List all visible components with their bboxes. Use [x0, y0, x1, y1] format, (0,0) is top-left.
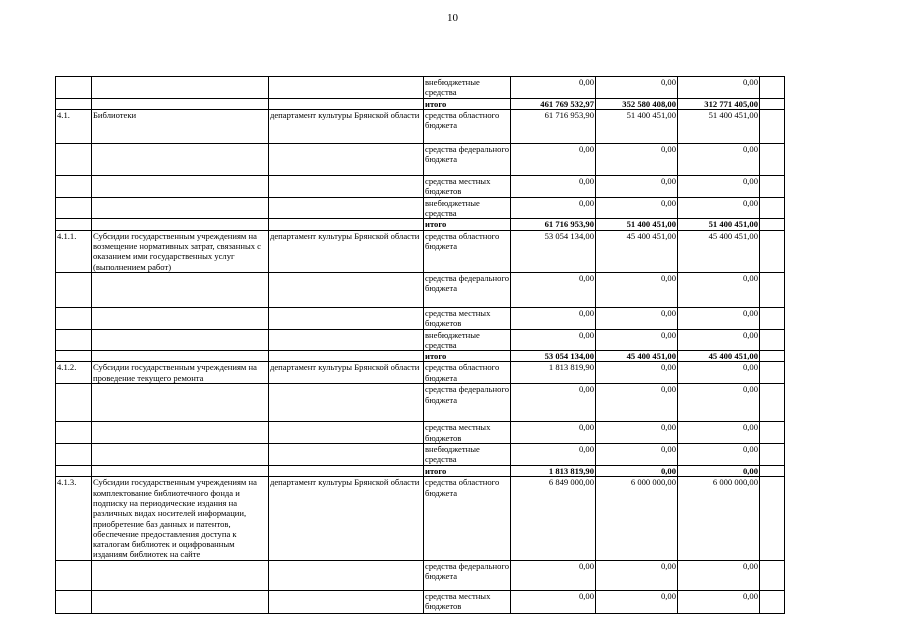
- funding-source: средства федерального бюджета: [424, 560, 511, 590]
- amount-year-2: 0,00: [596, 362, 678, 384]
- amount-year-1: 1 813 819,90: [511, 466, 596, 477]
- item-number: [56, 307, 92, 329]
- table-row: [56, 362, 785, 384]
- item-executor: [269, 422, 424, 444]
- empty-cell: [760, 109, 785, 143]
- amount-year-2: 0,00: [596, 560, 678, 590]
- amount-year-1: 53 054 134,00: [511, 230, 596, 272]
- table-row: [56, 230, 785, 272]
- amount-year-3: 51 400 451,00: [678, 219, 760, 230]
- empty-cell: [760, 197, 785, 219]
- amount-year-2: 0,00: [596, 77, 678, 99]
- amount-year-3: 0,00: [678, 329, 760, 351]
- item-number: [56, 444, 92, 466]
- amount-year-3: 51 400 451,00: [678, 109, 760, 143]
- amount-year-3: 0,00: [678, 77, 760, 99]
- table-row: [56, 77, 785, 99]
- amount-year-2: 51 400 451,00: [596, 219, 678, 230]
- amount-year-1: 0,00: [511, 77, 596, 99]
- item-executor: департамент культуры Брянской области: [269, 230, 424, 272]
- amount-year-1: 53 054 134,00: [511, 351, 596, 362]
- funding-source: средства местных бюджетов: [424, 422, 511, 444]
- amount-year-1: 0,00: [511, 444, 596, 466]
- amount-year-3: 6 000 000,00: [678, 477, 760, 560]
- amount-year-3: 45 400 451,00: [678, 351, 760, 362]
- amount-year-1: 61 716 953,90: [511, 109, 596, 143]
- item-executor: [269, 307, 424, 329]
- amount-year-1: 0,00: [511, 307, 596, 329]
- funding-source: внебюджетные средства: [424, 444, 511, 466]
- empty-cell: [760, 477, 785, 560]
- amount-year-3: 0,00: [678, 444, 760, 466]
- funding-source: средства областного бюджета: [424, 477, 511, 560]
- item-name: [92, 143, 269, 175]
- item-number: [56, 560, 92, 590]
- item-number: 4.1.1.: [56, 230, 92, 272]
- empty-cell: [760, 362, 785, 384]
- amount-year-1: 0,00: [511, 143, 596, 175]
- item-executor: [269, 197, 424, 219]
- item-executor: [269, 444, 424, 466]
- item-number: [56, 351, 92, 362]
- empty-cell: [760, 384, 785, 422]
- amount-year-2: 0,00: [596, 307, 678, 329]
- empty-cell: [760, 143, 785, 175]
- amount-year-2: 45 400 451,00: [596, 351, 678, 362]
- item-executor: департамент культуры Брянской области: [269, 109, 424, 143]
- item-number: [56, 197, 92, 219]
- empty-cell: [760, 77, 785, 99]
- amount-year-1: 0,00: [511, 329, 596, 351]
- item-number: [56, 219, 92, 230]
- amount-year-2: 0,00: [596, 384, 678, 422]
- item-executor: [269, 590, 424, 613]
- amount-year-3: 45 400 451,00: [678, 230, 760, 272]
- item-name: [92, 175, 269, 197]
- empty-cell: [760, 590, 785, 613]
- item-name: [92, 272, 269, 307]
- empty-cell: [760, 444, 785, 466]
- item-name: [92, 560, 269, 590]
- item-name: [92, 384, 269, 422]
- empty-cell: [760, 230, 785, 272]
- amount-year-2: 6 000 000,00: [596, 477, 678, 560]
- amount-year-3: 0,00: [678, 590, 760, 613]
- item-number: [56, 98, 92, 109]
- funding-source: средства местных бюджетов: [424, 175, 511, 197]
- amount-year-2: 0,00: [596, 329, 678, 351]
- table-row: [56, 329, 785, 351]
- amount-year-3: 0,00: [678, 197, 760, 219]
- page-number: 10: [447, 12, 458, 24]
- item-executor: [269, 351, 424, 362]
- funding-source: средства местных бюджетов: [424, 590, 511, 613]
- funding-source: средства областного бюджета: [424, 230, 511, 272]
- item-number: [56, 143, 92, 175]
- funding-source: средства областного бюджета: [424, 362, 511, 384]
- amount-year-2: 0,00: [596, 175, 678, 197]
- item-name: [92, 329, 269, 351]
- item-executor: [269, 329, 424, 351]
- item-name: [92, 219, 269, 230]
- amount-year-1: 1 813 819,90: [511, 362, 596, 384]
- amount-year-1: 0,00: [511, 422, 596, 444]
- table-row-total: [56, 98, 785, 109]
- funding-source: средства федерального бюджета: [424, 143, 511, 175]
- item-number: 4.1.2.: [56, 362, 92, 384]
- table-row: [56, 307, 785, 329]
- amount-year-2: 0,00: [596, 197, 678, 219]
- item-name: [92, 351, 269, 362]
- amount-year-1: 0,00: [511, 384, 596, 422]
- table-row-total: [56, 219, 785, 230]
- item-name: [92, 422, 269, 444]
- amount-year-2: 0,00: [596, 466, 678, 477]
- item-number: [56, 466, 92, 477]
- amount-year-2: 352 580 408,00: [596, 98, 678, 109]
- item-name: [92, 590, 269, 613]
- amount-year-2: 0,00: [596, 590, 678, 613]
- item-executor: [269, 143, 424, 175]
- item-executor: [269, 466, 424, 477]
- item-executor: [269, 384, 424, 422]
- amount-year-1: 0,00: [511, 272, 596, 307]
- empty-cell: [760, 272, 785, 307]
- table-row: [56, 590, 785, 613]
- amount-year-3: 0,00: [678, 362, 760, 384]
- empty-cell: [760, 219, 785, 230]
- amount-year-2: 51 400 451,00: [596, 109, 678, 143]
- amount-year-1: 0,00: [511, 590, 596, 613]
- item-number: [56, 590, 92, 613]
- amount-year-2: 0,00: [596, 422, 678, 444]
- item-executor: [269, 560, 424, 590]
- item-number: [56, 77, 92, 99]
- amount-year-1: 6 849 000,00: [511, 477, 596, 560]
- table-row: [56, 422, 785, 444]
- table-row-total: [56, 466, 785, 477]
- amount-year-3: 0,00: [678, 175, 760, 197]
- item-name: [92, 466, 269, 477]
- item-number: [56, 272, 92, 307]
- item-number: [56, 422, 92, 444]
- item-executor: департамент культуры Брянской области: [269, 362, 424, 384]
- empty-cell: [760, 351, 785, 362]
- item-executor: [269, 98, 424, 109]
- funding-source: внебюджетные средства: [424, 77, 511, 99]
- table-row-total: [56, 351, 785, 362]
- item-executor: [269, 175, 424, 197]
- item-number: [56, 175, 92, 197]
- table-row: [56, 175, 785, 197]
- item-name: Субсидии государственным учреждениям на проведение текущего ремонта: [92, 362, 269, 384]
- empty-cell: [760, 307, 785, 329]
- budget-table-body: [56, 77, 785, 614]
- budget-table: [55, 76, 785, 614]
- table-row: [56, 272, 785, 307]
- table-row: [56, 477, 785, 560]
- item-executor: [269, 77, 424, 99]
- empty-cell: [760, 98, 785, 109]
- amount-year-1: 0,00: [511, 197, 596, 219]
- amount-year-1: 461 769 532,97: [511, 98, 596, 109]
- empty-cell: [760, 175, 785, 197]
- table-row: [56, 143, 785, 175]
- amount-year-1: 0,00: [511, 560, 596, 590]
- funding-source: средства местных бюджетов: [424, 307, 511, 329]
- amount-year-2: 0,00: [596, 272, 678, 307]
- item-name: Субсидии государственным учреждениям на комплектование библиотечного фонда и подписку на периодические издания на различных видах носителей информации, приобретение баз данных и патентов, обеспечение предоставления доступа к каталогам библиотек и оцифрованным изданиям библиотек на сайте: [92, 477, 269, 560]
- item-name: [92, 77, 269, 99]
- amount-year-2: 0,00: [596, 143, 678, 175]
- table-row: [56, 444, 785, 466]
- amount-year-2: 45 400 451,00: [596, 230, 678, 272]
- amount-year-3: 0,00: [678, 422, 760, 444]
- funding-source: средства областного бюджета: [424, 109, 511, 143]
- amount-year-3: 0,00: [678, 384, 760, 422]
- funding-source: средства федерального бюджета: [424, 272, 511, 307]
- funding-source: средства федерального бюджета: [424, 384, 511, 422]
- item-name: [92, 444, 269, 466]
- funding-source: внебюджетные средства: [424, 197, 511, 219]
- funding-source: внебюджетные средства: [424, 329, 511, 351]
- table-row: [56, 384, 785, 422]
- amount-year-3: 312 771 405,00: [678, 98, 760, 109]
- item-name: Субсидии государственным учреждениям на возмещение нормативных затрат, связанных с оказанием ими государственных услуг (выполнением работ): [92, 230, 269, 272]
- funding-source: итого: [424, 219, 511, 230]
- empty-cell: [760, 329, 785, 351]
- table-row: [56, 197, 785, 219]
- funding-source: итого: [424, 466, 511, 477]
- amount-year-3: 0,00: [678, 307, 760, 329]
- item-name: [92, 197, 269, 219]
- item-name: [92, 98, 269, 109]
- item-number: [56, 384, 92, 422]
- item-executor: департамент культуры Брянской области: [269, 477, 424, 560]
- empty-cell: [760, 422, 785, 444]
- item-executor: [269, 219, 424, 230]
- funding-source: итого: [424, 98, 511, 109]
- item-number: [56, 329, 92, 351]
- amount-year-3: 0,00: [678, 560, 760, 590]
- table-row: [56, 109, 785, 143]
- item-name: Библиотеки: [92, 109, 269, 143]
- item-executor: [269, 272, 424, 307]
- empty-cell: [760, 560, 785, 590]
- amount-year-3: 0,00: [678, 143, 760, 175]
- empty-cell: [760, 466, 785, 477]
- amount-year-1: 61 716 953,90: [511, 219, 596, 230]
- item-number: 4.1.: [56, 109, 92, 143]
- amount-year-3: 0,00: [678, 272, 760, 307]
- item-number: 4.1.3.: [56, 477, 92, 560]
- amount-year-3: 0,00: [678, 466, 760, 477]
- amount-year-1: 0,00: [511, 175, 596, 197]
- funding-source: итого: [424, 351, 511, 362]
- amount-year-2: 0,00: [596, 444, 678, 466]
- table-row: [56, 560, 785, 590]
- item-name: [92, 307, 269, 329]
